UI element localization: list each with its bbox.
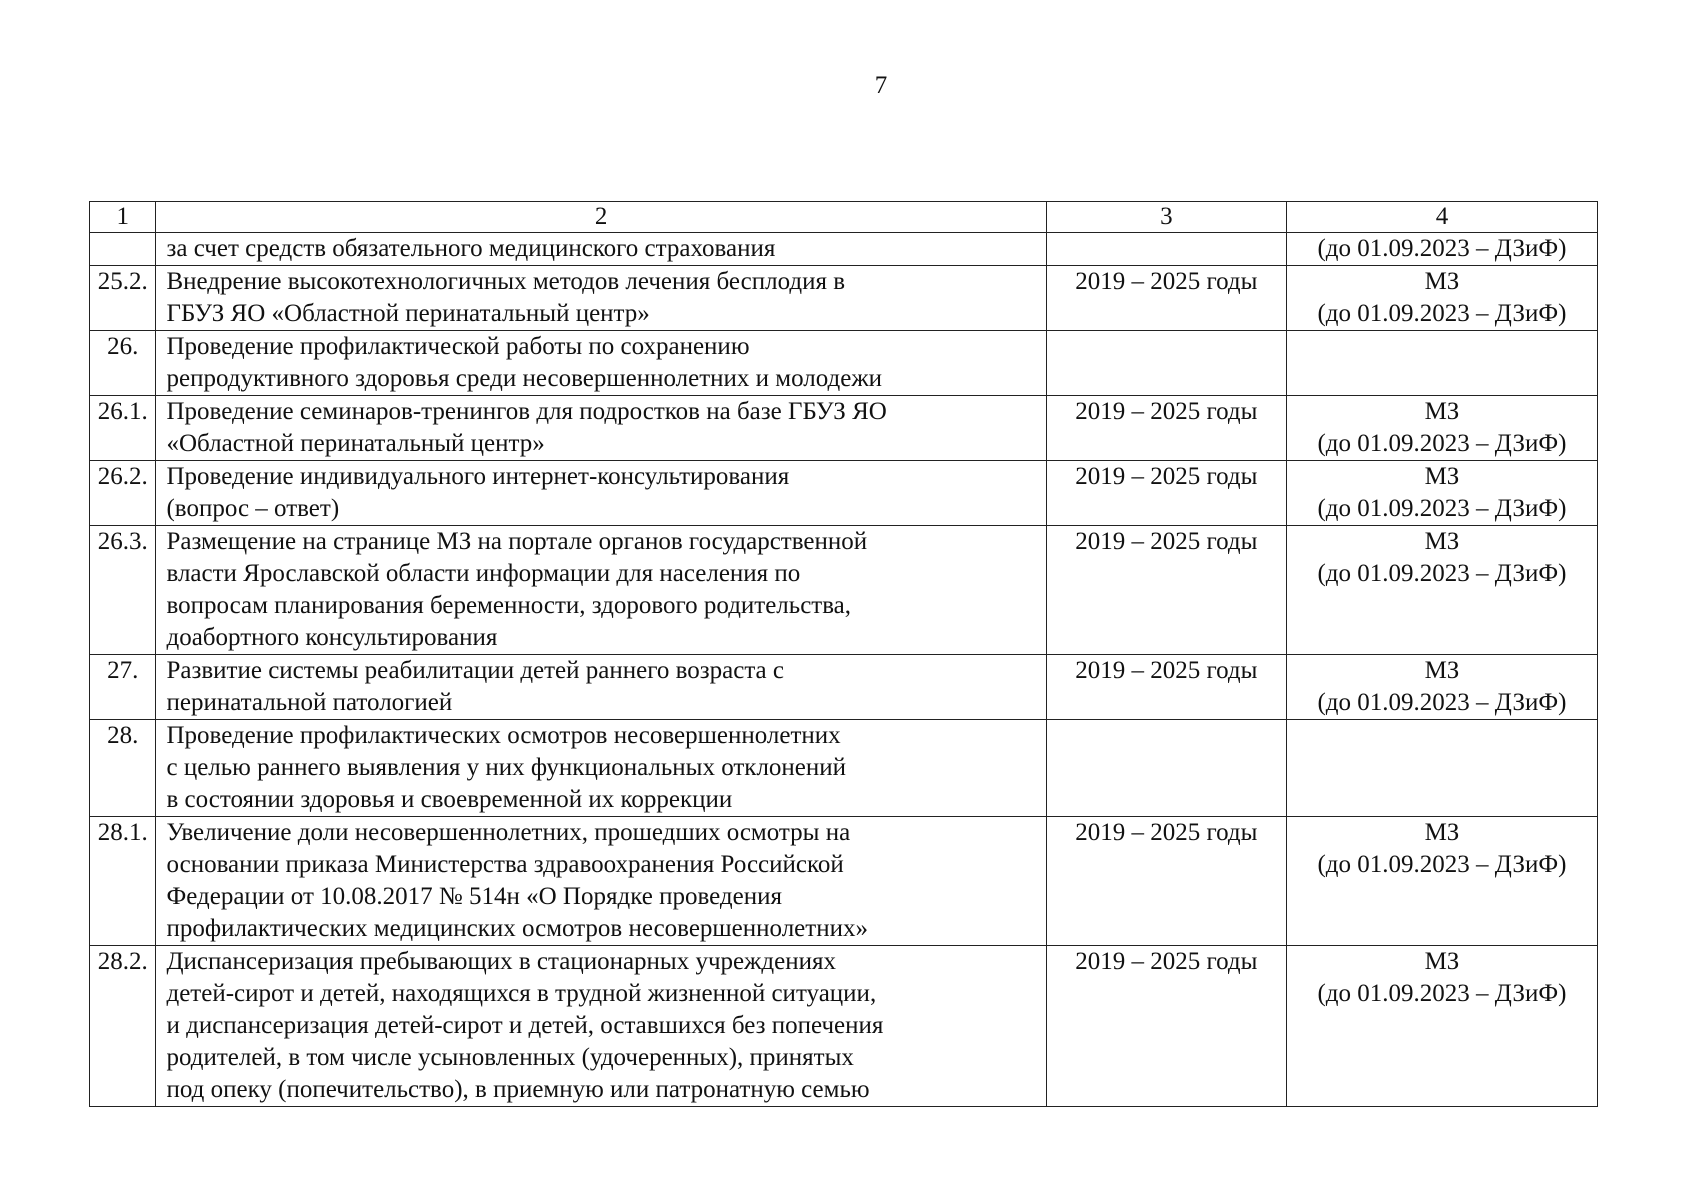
table-header bbox=[90, 202, 1598, 233]
responsible-line: (до 01.09.2023 – ДЗиФ) bbox=[1317, 980, 1567, 1007]
header-col-2: 2 bbox=[156, 202, 1046, 233]
responsible-line: (до 01.09.2023 – ДЗиФ) bbox=[1317, 851, 1567, 878]
measure-text-line: ГБУЗ ЯО «Областной перинатальный центр» bbox=[166, 300, 650, 327]
row-number: 28. bbox=[90, 720, 156, 817]
measure-text-line: Проведение профилактической работы по сохранению bbox=[166, 333, 750, 360]
measure-text-line: «Областной перинатальный центр» bbox=[166, 430, 545, 457]
responsible bbox=[1286, 655, 1597, 720]
responsible bbox=[1286, 946, 1597, 1107]
measure-text bbox=[156, 817, 1046, 946]
responsible-line: (до 01.09.2023 – ДЗиФ) bbox=[1317, 430, 1567, 457]
measure-text-line: профилактических медицинских осмотров несовершеннолетних» bbox=[166, 915, 868, 942]
period bbox=[1046, 720, 1286, 817]
measure-text-line: родителей, в том числе усыновленных (удочеренных), принятых bbox=[166, 1044, 854, 1071]
measure-text-line: Проведение индивидуального интернет-консультирования bbox=[166, 463, 790, 490]
responsible-line: МЗ bbox=[1424, 398, 1460, 425]
row-number: 25.2. bbox=[90, 266, 156, 331]
responsible-line: (до 01.09.2023 – ДЗиФ) bbox=[1317, 300, 1567, 327]
header-col-3: 3 bbox=[1046, 202, 1286, 233]
period: 2019 – 2025 годы bbox=[1046, 396, 1286, 461]
measure-text bbox=[156, 396, 1046, 461]
row-number: 26.1. bbox=[90, 396, 156, 461]
row-number: 26. bbox=[90, 331, 156, 396]
responsible-line: (до 01.09.2023 – ДЗиФ) bbox=[1317, 560, 1567, 587]
measure-text-line: под опеку (попечительство), в приемную или патронатную семью bbox=[166, 1076, 870, 1103]
measures-table bbox=[89, 201, 1598, 1107]
page-number: 7 bbox=[874, 72, 888, 99]
row-number: 28.1. bbox=[90, 817, 156, 946]
responsible-line: МЗ bbox=[1424, 528, 1460, 555]
responsible-line: МЗ bbox=[1424, 268, 1460, 295]
responsible-line: (до 01.09.2023 – ДЗиФ) bbox=[1317, 235, 1567, 262]
header-row bbox=[90, 202, 1598, 233]
measure-text-line: и диспансеризация детей-сирот и детей, оставшихся без попечения bbox=[166, 1012, 884, 1039]
header-col-1: 1 bbox=[90, 202, 156, 233]
table-row bbox=[90, 655, 1598, 720]
responsible bbox=[1286, 331, 1597, 396]
table-body bbox=[90, 233, 1598, 1107]
measure-text-line: Внедрение высокотехнологичных методов лечения бесплодия в bbox=[166, 268, 845, 295]
measure-text bbox=[156, 331, 1046, 396]
measure-text-line: вопросам планирования беременности, здорового родительства, bbox=[166, 592, 852, 619]
period: 2019 – 2025 годы bbox=[1046, 461, 1286, 526]
responsible-line: МЗ bbox=[1424, 948, 1460, 975]
period bbox=[1046, 331, 1286, 396]
measure-text-line: за счет средств обязательного медицинского страхования bbox=[166, 235, 776, 262]
measure-text-line: с целью раннего выявления у них функциональных отклонений bbox=[166, 754, 847, 781]
responsible bbox=[1286, 396, 1597, 461]
period: 2019 – 2025 годы bbox=[1046, 817, 1286, 946]
table-row bbox=[90, 526, 1598, 655]
measure-text-line: Развитие системы реабилитации детей раннего возраста с bbox=[166, 657, 784, 684]
table-row bbox=[90, 331, 1598, 396]
period bbox=[1046, 233, 1286, 266]
period: 2019 – 2025 годы bbox=[1046, 526, 1286, 655]
responsible bbox=[1286, 461, 1597, 526]
table-row bbox=[90, 461, 1598, 526]
responsible bbox=[1286, 817, 1597, 946]
table-row bbox=[90, 946, 1598, 1107]
table-row bbox=[90, 233, 1598, 266]
period: 2019 – 2025 годы bbox=[1046, 266, 1286, 331]
responsible bbox=[1286, 526, 1597, 655]
measure-text bbox=[156, 655, 1046, 720]
measure-text-line: Диспансеризация пребывающих в стационарных учреждениях bbox=[166, 948, 836, 975]
responsible-line: (до 01.09.2023 – ДЗиФ) bbox=[1317, 495, 1567, 522]
period: 2019 – 2025 годы bbox=[1046, 946, 1286, 1107]
measure-text-line: Увеличение доли несовершеннолетних, прошедших осмотры на bbox=[166, 819, 851, 846]
measure-text-line: доабортного консультирования bbox=[166, 624, 498, 651]
measure-text-line: Федерации от 10.08.2017 № 514н «О Порядке проведения bbox=[166, 883, 782, 910]
responsible-line: (до 01.09.2023 – ДЗиФ) bbox=[1317, 689, 1567, 716]
measure-text-line: власти Ярославской области информации для населения по bbox=[166, 560, 801, 587]
responsible bbox=[1286, 233, 1597, 266]
measure-text bbox=[156, 720, 1046, 817]
header-col-4: 4 bbox=[1286, 202, 1597, 233]
measure-text-line: Размещение на странице МЗ на портале органов государственной bbox=[166, 528, 868, 555]
measure-text-line: репродуктивного здоровья среди несовершеннолетних и молодежи bbox=[166, 365, 883, 392]
responsible bbox=[1286, 266, 1597, 331]
row-number: 26.3. bbox=[90, 526, 156, 655]
table-row bbox=[90, 817, 1598, 946]
measure-text bbox=[156, 946, 1046, 1107]
measure-text bbox=[156, 233, 1046, 266]
measure-text-line: в состоянии здоровья и своевременной их коррекции bbox=[166, 786, 733, 813]
table-row bbox=[90, 396, 1598, 461]
measure-text-line: перинатальной патологией bbox=[166, 689, 453, 716]
measure-text-line: детей-сирот и детей, находящихся в трудной жизненной ситуации, bbox=[166, 980, 877, 1007]
row-number: 27. bbox=[90, 655, 156, 720]
responsible-line: МЗ bbox=[1424, 819, 1460, 846]
row-number bbox=[90, 233, 156, 266]
measure-text bbox=[156, 461, 1046, 526]
measure-text-line: Проведение профилактических осмотров несовершеннолетних bbox=[166, 722, 841, 749]
row-number: 28.2. bbox=[90, 946, 156, 1107]
row-number: 26.2. bbox=[90, 461, 156, 526]
table-row bbox=[90, 720, 1598, 817]
period: 2019 – 2025 годы bbox=[1046, 655, 1286, 720]
measure-text bbox=[156, 266, 1046, 331]
measure-text-line: Проведение семинаров-тренингов для подростков на базе ГБУЗ ЯО bbox=[166, 398, 887, 425]
responsible-line: МЗ bbox=[1424, 657, 1460, 684]
measure-text bbox=[156, 526, 1046, 655]
responsible-line: МЗ bbox=[1424, 463, 1460, 490]
measure-text-line: (вопрос – ответ) bbox=[166, 495, 340, 522]
measure-text-line: основании приказа Министерства здравоохранения Российской bbox=[166, 851, 844, 878]
table-row bbox=[90, 266, 1598, 331]
responsible bbox=[1286, 720, 1597, 817]
